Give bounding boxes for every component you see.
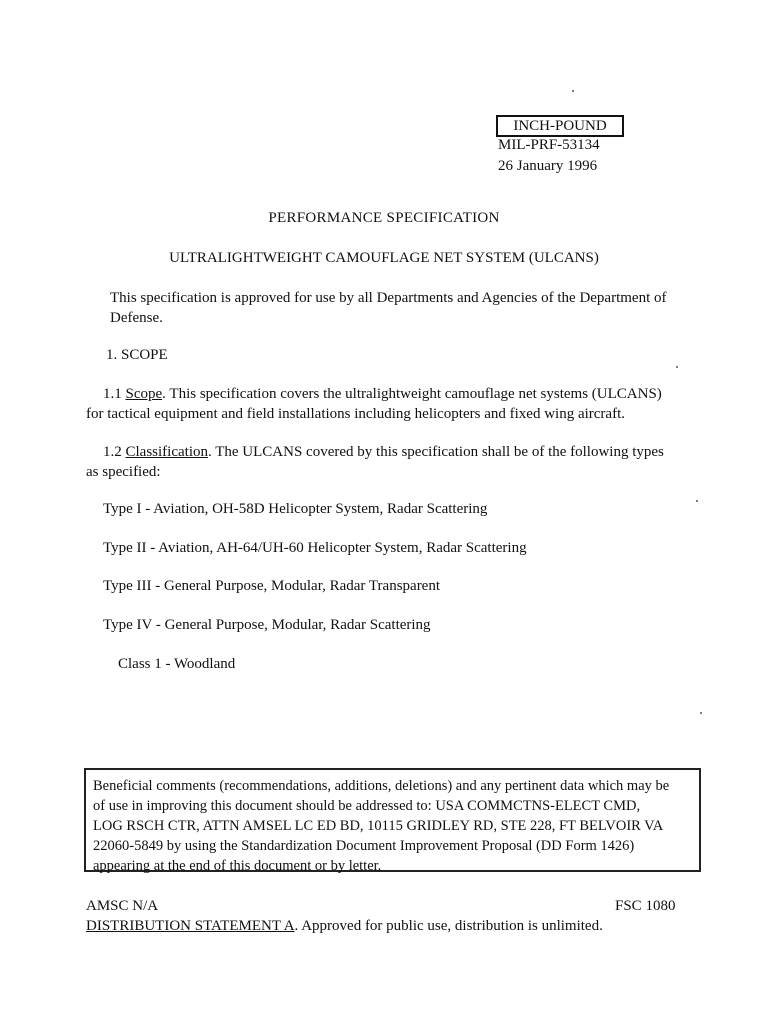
distribution-statement <box>86 916 603 936</box>
scan-speck <box>676 366 678 368</box>
comments-notice-box <box>84 768 701 872</box>
section-1-1 <box>86 384 686 424</box>
section-1-1-number: 1.1 <box>103 386 126 402</box>
section-1-2 <box>86 442 686 482</box>
document-type-title: PERFORMANCE SPECIFICATION <box>268 210 500 226</box>
document-number: MIL-PRF-53134 <box>498 137 600 153</box>
section-1-1-line-2: for tactical equipment and field installations including helicopters and fixed wing aircraft. <box>86 406 625 422</box>
scan-speck <box>700 712 702 714</box>
scan-speck <box>696 500 698 502</box>
section-1-2-line-2: as specified: <box>86 464 161 480</box>
section-1-2-text: . The ULCANS covered by this specification shall be of the following types <box>208 444 664 460</box>
distribution-text: . Approved for public use, distribution is unlimited. <box>294 918 603 934</box>
approval-line-1: This specification is approved for use by all Departments and Agencies of the Department of <box>110 290 667 306</box>
type-item-4: Type IV - General Purpose, Modular, Radar Scattering <box>103 617 431 633</box>
section-1-1-text: . This specification covers the ultralightweight camouflage net systems (ULCANS) <box>162 386 662 402</box>
comments-line-4: 22060-5849 by using the Standardization Document Improvement Proposal (DD Form 1426) <box>93 838 635 854</box>
unit-system-box <box>496 115 624 137</box>
type-item-1: Type I - Aviation, OH-58D Helicopter System, Radar Scattering <box>103 501 488 517</box>
section-1-2-line-1 <box>86 442 686 462</box>
document-title: ULTRALIGHTWEIGHT CAMOUFLAGE NET SYSTEM (ULCANS) <box>169 250 599 266</box>
type-item-3: Type III - General Purpose, Modular, Radar Transparent <box>103 578 441 594</box>
approval-statement <box>110 288 710 328</box>
distribution-label: DISTRIBUTION STATEMENT A <box>86 918 295 934</box>
section-1-heading: 1. SCOPE <box>106 347 168 363</box>
type-item-2: Type II - Aviation, AH-64/UH-60 Helicopter System, Radar Scattering <box>103 540 527 556</box>
comments-line-2: of use in improving this document should be addressed to: USA COMMCTNS-ELECT CMD, <box>93 798 641 814</box>
comments-line-3: LOG RSCH CTR, ATTN AMSEL LC ED BD, 10115 GRIDLEY RD, STE 228, FT BELVOIR VA <box>93 818 664 834</box>
section-1-2-number: 1.2 <box>103 444 126 460</box>
scan-speck <box>572 90 574 92</box>
document-date: 26 January 1996 <box>498 158 598 174</box>
section-1-2-title: Classification <box>125 444 208 460</box>
section-1-1-line-1 <box>86 384 686 404</box>
section-1-1-title: Scope <box>125 386 163 402</box>
comments-line-5: appearing at the end of this document or by letter. <box>93 858 382 874</box>
fsc-code: FSC 1080 <box>615 898 676 914</box>
unit-system-label: INCH-POUND <box>513 118 607 134</box>
document-identifier <box>498 135 600 177</box>
class-item-1: Class 1 - Woodland <box>118 656 236 672</box>
amsc-number: AMSC N/A <box>86 898 159 914</box>
approval-line-2: Defense. <box>110 310 163 326</box>
comments-line-1: Beneficial comments (recommendations, additions, deletions) and any pertinent data which may be <box>93 778 670 794</box>
